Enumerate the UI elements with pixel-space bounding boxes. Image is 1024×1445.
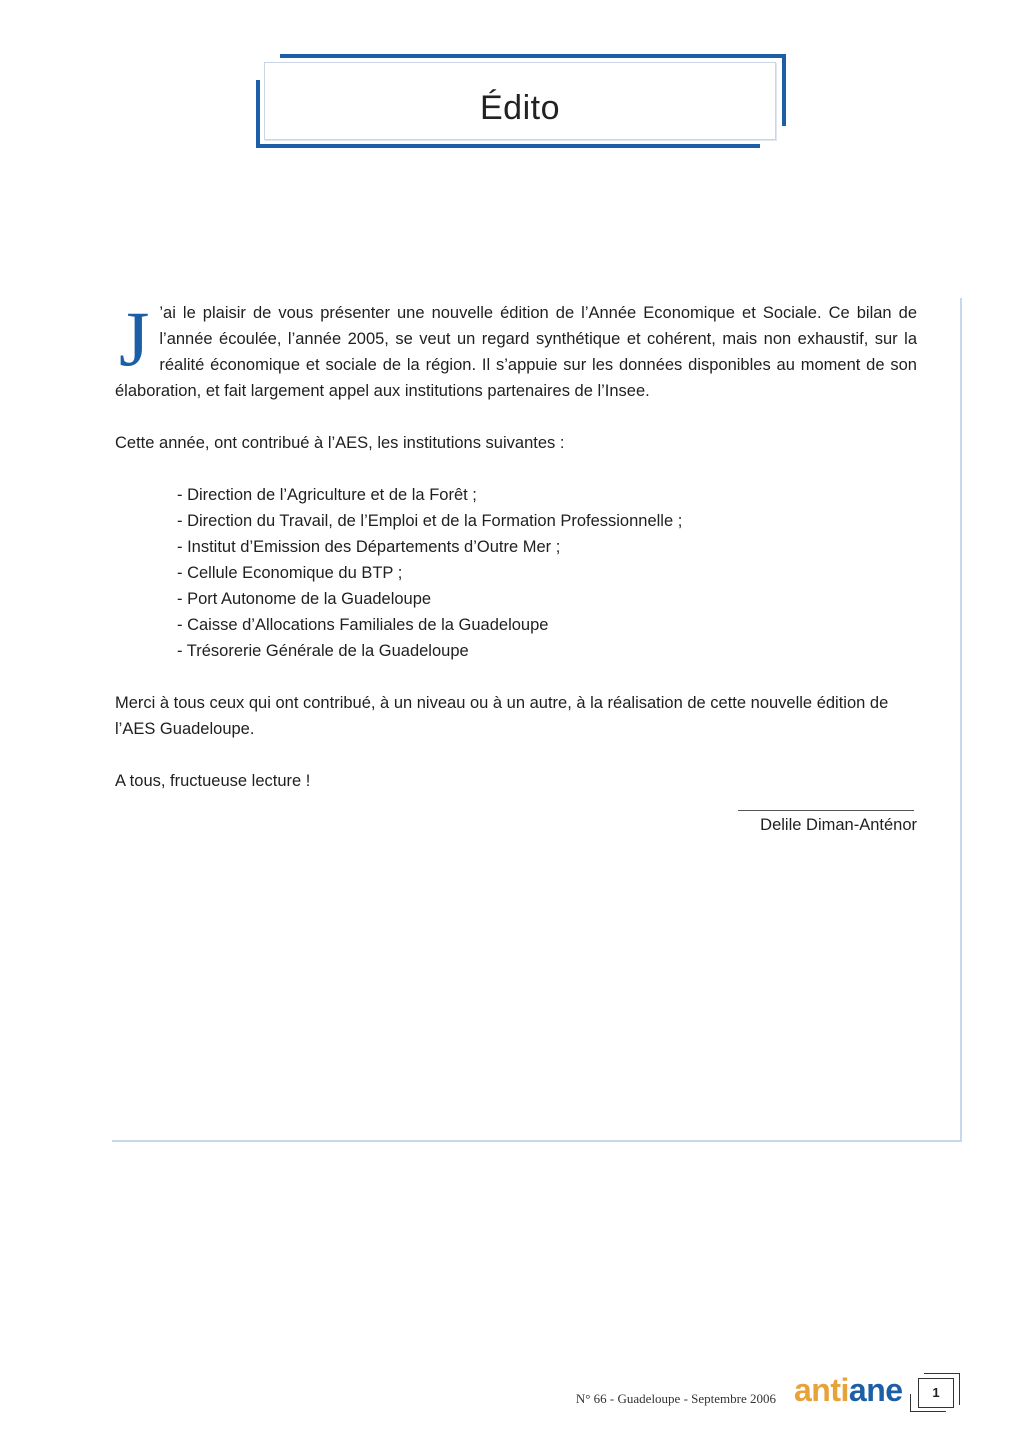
page-title: Édito [480, 89, 560, 127]
signature: Delile Diman-Anténor [760, 816, 917, 834]
editorial-body [115, 295, 917, 794]
page-box-decoration [910, 1394, 911, 1412]
contributors-list [115, 482, 917, 664]
list-item: - Institut d’Emission des Départements d’Outre Mer ; [177, 538, 561, 556]
page-number: 1 [932, 1385, 940, 1400]
title-frame [256, 52, 788, 152]
list-item: - Trésorerie Générale de la Guadeloupe [177, 642, 469, 660]
intro-text: ’ai le plaisir de vous présenter une nouvelle édition de l’Année Economique et Sociale. Ce bilan de l’année écoulée, l’année 2005, se veut un regard synthétique et cohérent, mais non exhaustif, sur la réalité économique et sociale de la région. Il s’appuie sur les données disponibles au moment de son élaboration, et fait largement appel aux institutions partenaires de l’Insee. [115, 304, 917, 400]
page-box-decoration [910, 1411, 946, 1412]
brand-logo [794, 1372, 903, 1409]
content-frame-right-border [960, 298, 962, 1142]
list-item: - Port Autonome de la Guadeloupe [177, 590, 432, 608]
list-item: - Caisse d’Allocations Familiales de la Guadeloupe [177, 616, 549, 634]
title-frame-left-border [256, 80, 260, 148]
contributors-intro: Cette année, ont contribué à l’AES, les institutions suivantes : [115, 434, 565, 452]
signature-rule [738, 810, 914, 811]
list-item: - Cellule Economique du BTP ; [177, 564, 403, 582]
brand-logo-part2: ane [848, 1372, 903, 1408]
page-box-decoration [959, 1373, 960, 1405]
content-frame-bottom-border [112, 1140, 962, 1142]
page-box-decoration [924, 1373, 960, 1374]
list-item: - Direction de l’Agriculture et de la Forêt ; [177, 486, 477, 504]
closing-line: A tous, fructueuse lecture ! [115, 772, 311, 790]
list-item: - Direction du Travail, de l’Emploi et de la Formation Professionnelle ; [177, 512, 683, 530]
intro-paragraph [115, 295, 917, 404]
title-frame-right-border [782, 54, 786, 126]
brand-logo-part1: anti [794, 1372, 849, 1408]
title-box [264, 62, 776, 140]
footer-issue-info: N° 66 - Guadeloupe - Septembre 2006 [575, 1391, 776, 1406]
title-frame-top-border [280, 54, 786, 58]
title-frame-bottom-border [256, 144, 760, 148]
thanks-paragraph: Merci à tous ceux qui ont contribué, à un niveau ou à un autre, à la réalisation de cette nouvelle édition de l’AES Guadeloupe. [115, 694, 889, 738]
drop-cap: J [119, 295, 150, 382]
page-number-box [918, 1378, 954, 1408]
